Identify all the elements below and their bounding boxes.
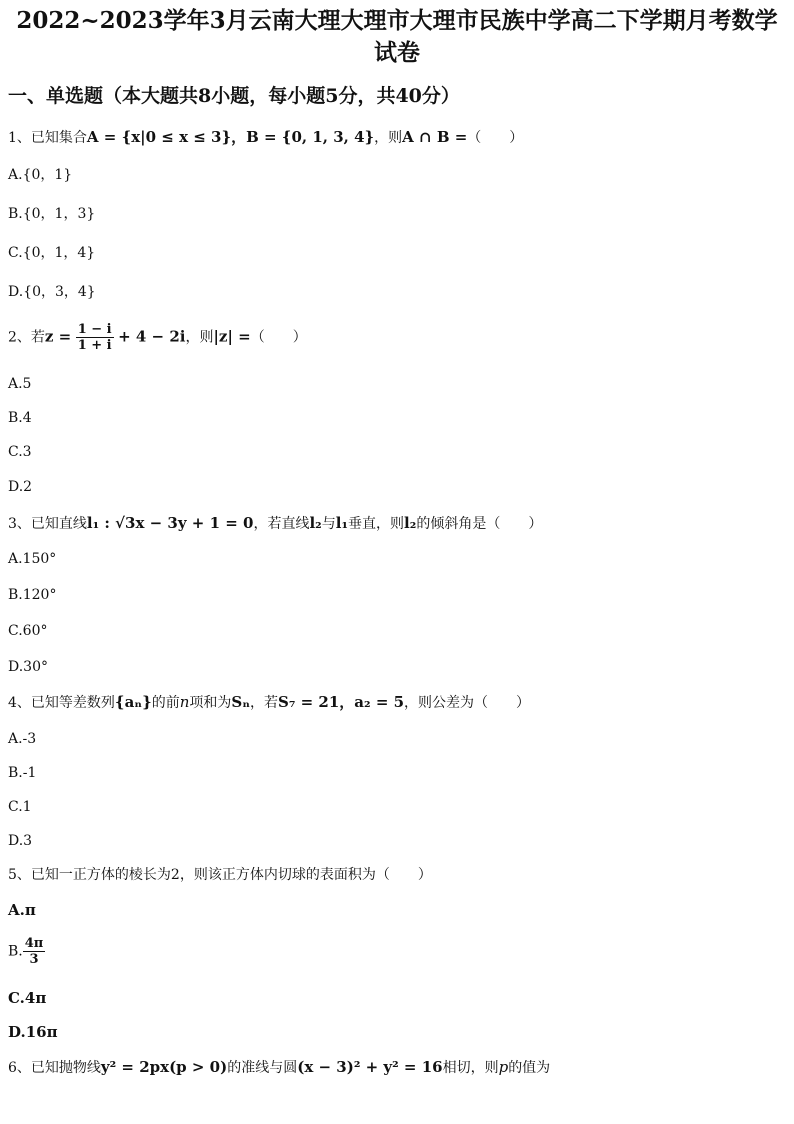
section-heading: 一、单选题（本大题共8小题，每小题5分，共40分）: [8, 85, 460, 107]
math-expression: (x − 3)² + y² = 16: [297, 1058, 443, 1076]
option-d: D.2: [8, 479, 33, 495]
question-text: 的准线与圆: [227, 1060, 298, 1076]
question-text: ，则: [374, 130, 403, 146]
answer-blank: （ ）: [474, 695, 531, 711]
question-text: 的前: [151, 695, 180, 711]
question-number: 4、: [8, 695, 31, 711]
question-number: 6、: [8, 1060, 31, 1076]
option-c: C.{0，1，4}: [8, 245, 96, 261]
option-c: C.1: [8, 799, 32, 815]
question-text: 项和为: [189, 695, 232, 711]
question-3: [8, 512, 542, 535]
question-text: 与: [321, 516, 336, 532]
math-expression: n: [179, 693, 190, 711]
math-expression: A = {x|0 ≤ x ≤ 3}，B = {0, 1, 3, 4}: [86, 128, 375, 146]
question-text: 垂直，则: [348, 516, 405, 532]
question-stem: 已知等差数列: [30, 695, 115, 711]
exam-title-line2: 试卷: [374, 39, 420, 66]
option-b: B.-1: [8, 765, 37, 781]
math-expression: l₂: [404, 514, 417, 532]
question-stem: 已知一正方体的棱长为2，则该正方体内切球的表面积为: [30, 867, 376, 883]
option-a: A.-3: [8, 731, 37, 747]
option-a: A.5: [8, 376, 32, 392]
math-expression: l₁: [335, 514, 349, 532]
option-a: A.{0，1}: [8, 167, 73, 183]
math-expression: l₁ : √3x − 3y + 1 = 0: [86, 514, 254, 532]
fraction-numerator: 4π: [24, 936, 44, 951]
math-expression: p: [498, 1058, 509, 1076]
question-5: [8, 864, 432, 886]
option-c: [8, 987, 46, 1010]
fraction-denominator: 3: [29, 952, 39, 967]
math-expression: {aₙ}: [114, 693, 152, 711]
option-d: D.3: [8, 833, 33, 849]
question-stem: 已知集合: [30, 130, 87, 146]
math-expression: A ∩ B =: [402, 128, 468, 146]
fraction-denominator: 1 + i: [77, 338, 112, 353]
fraction: [76, 322, 114, 353]
question-text: ，则公差为: [404, 695, 475, 711]
math-expression: |z| =: [213, 327, 251, 346]
option-a: A.150°: [8, 551, 57, 567]
fraction-numerator: 1 − i: [77, 322, 112, 337]
question-stem: 已知直线: [30, 516, 87, 532]
option-a-text: A.π: [8, 901, 36, 919]
math-expression: y² = 2px(p > 0): [100, 1058, 228, 1076]
math-expression: S₇ = 21，a₂ = 5: [278, 693, 405, 711]
math-expression: + 4 − 2i: [118, 327, 186, 346]
question-1: [8, 126, 523, 149]
math-expression: l₂: [309, 514, 322, 532]
answer-blank: （ ）: [486, 516, 543, 532]
option-b: B.120°: [8, 587, 57, 603]
answer-blank: （ ）: [250, 329, 307, 346]
option-b-prefix: B.: [8, 943, 23, 960]
question-text: 的值为: [508, 1060, 551, 1076]
exam-title-line1: 2022~2023学年3月云南大理大理市大理市民族中学高二下学期月考数学: [16, 7, 778, 34]
option-b: B.{0，1，3}: [8, 206, 96, 222]
question-number: 1、: [8, 130, 31, 146]
answer-blank: （ ）: [375, 867, 432, 883]
question-text: 相切，则: [442, 1060, 499, 1076]
answer-blank: （ ）: [467, 130, 524, 146]
option-b: [8, 936, 45, 967]
option-d-text: D.16π: [8, 1023, 58, 1041]
option-c: C.60°: [8, 623, 48, 639]
question-text: ，若: [250, 695, 279, 711]
option-b: B.4: [8, 410, 32, 426]
question-text: ，若直线: [253, 516, 310, 532]
option-c-text: C.4π: [8, 989, 47, 1007]
question-stem: 若: [30, 329, 45, 346]
question-number: 2、: [8, 329, 31, 346]
question-2: [8, 322, 307, 353]
fraction: [23, 936, 46, 967]
option-c: C.3: [8, 444, 32, 460]
question-6: [8, 1056, 550, 1079]
math-expression: z =: [44, 327, 72, 346]
option-d: D.30°: [8, 659, 48, 675]
question-text: ，则: [185, 329, 214, 346]
option-d: [8, 1021, 58, 1044]
question-text: 的倾斜角是: [416, 516, 487, 532]
question-number: 3、: [8, 516, 31, 532]
option-a: [8, 899, 36, 922]
question-4: [8, 691, 530, 714]
option-d: D.{0，3，4}: [8, 284, 96, 300]
math-expression: Sₙ: [231, 693, 251, 711]
question-stem: 已知抛物线: [30, 1060, 101, 1076]
question-number: 5、: [8, 867, 31, 883]
